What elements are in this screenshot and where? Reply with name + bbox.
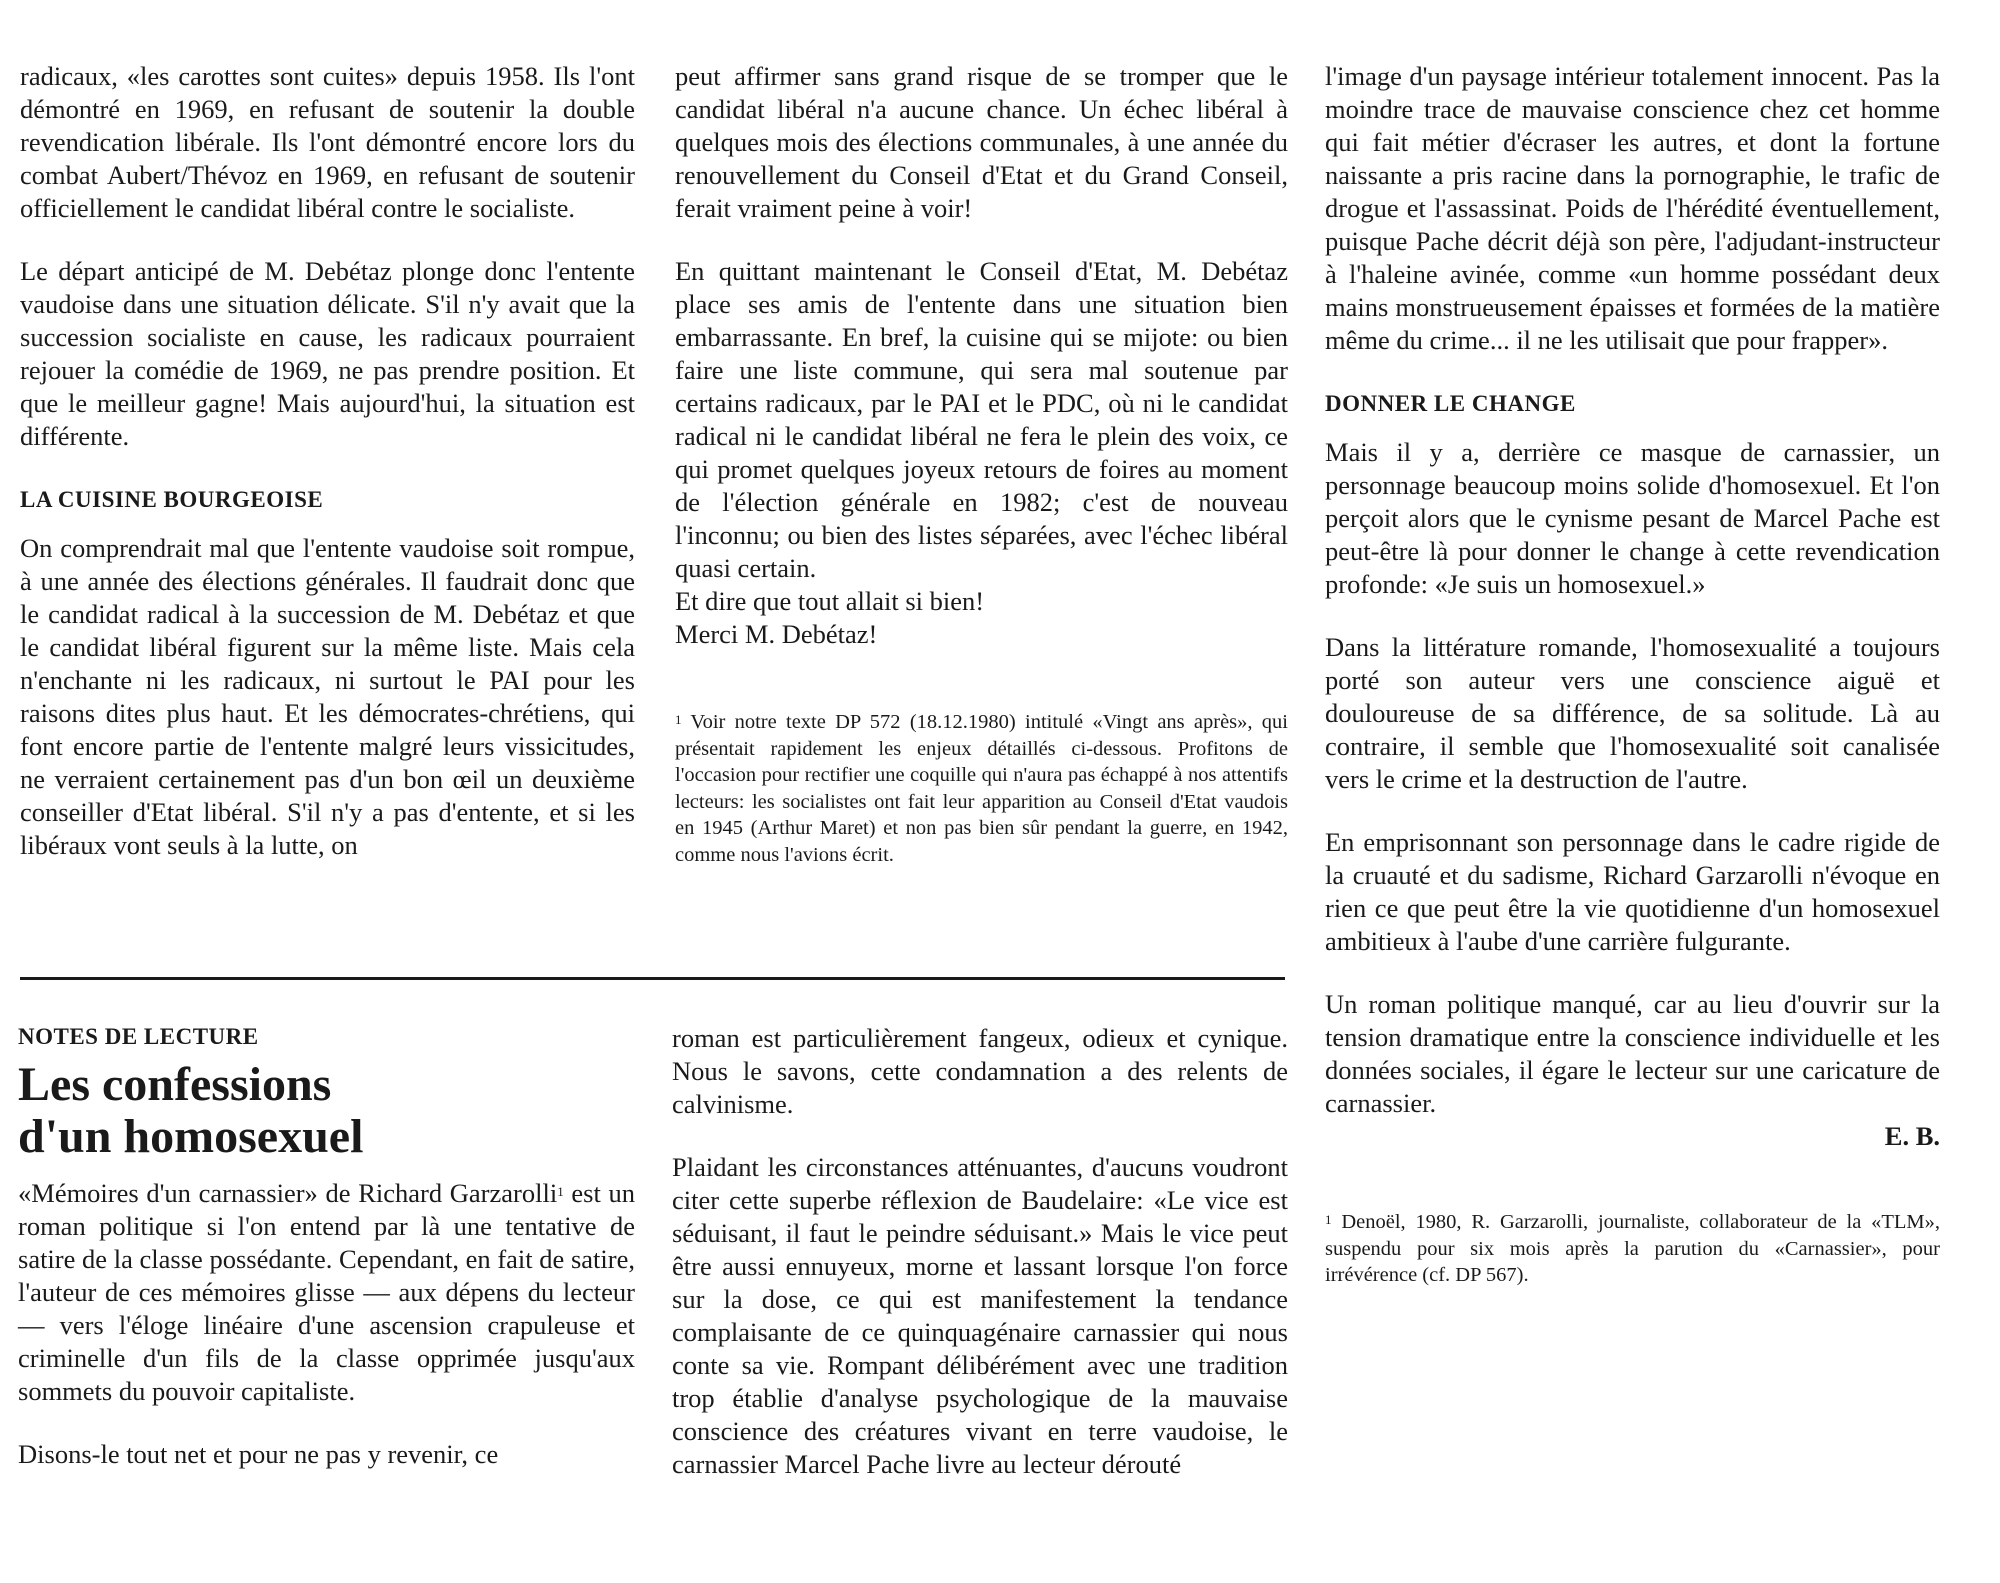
paragraph: Et dire que tout allait si bien! [675, 586, 985, 616]
paragraph: radicaux, «les carottes sont cuites» depuis 1958. Ils l'ont démontré en 1969, en refusant de soutenir la double revendication libérale. Ils l'ont démontré encore lors du combat Aubert/Thévoz en 1969, en refusant de soutenir officiellement le candidat libéral contre le socialiste. [20, 61, 635, 223]
footnote-text: Voir notre texte DP 572 (18.12.1980) intitulé «Vingt ans après», qui présentait rapidement les enjeux détaillés ci-dessous. Profitons de l'occasion pour rectifier une coquille qui n'aura pas échappé à nos attentifs lecteurs: les socialistes ont fait leur apparition au Conseil d'Etat vaudois en 1945 (Arthur Maret) et non pas bien sûr pendant la guerre, en 1942, comme nous l'avions écrit. [675, 711, 1288, 866]
section-heading: LA CUISINE BOURGEOISE [20, 487, 324, 512]
paragraph: On comprendrait mal que l'entente vaudoise soit rompue, à une année des élections générales. Il faudrait donc que le candidat radical à la succession de M. Debétaz et que le candidat libéral figurent sur la même liste. Mais cela n'enchante ni les radicaux, ni surtout le PAI pour les raisons dites plus haut. Et les démocrates-chrétiens, qui font encore partie de l'entente malgré leurs vissicitudes, ne verraient certainement pas d'un bon œil un deuxième conseiller d'Etat libéral. S'il n'y a pas d'entente, et si les libéraux vont seuls à la lutte, on [20, 533, 635, 860]
paragraph: Dans la littérature romande, l'homosexualité a toujours porté son auteur vers une conscience aiguë et douloureuse de sa différence, de sa solitude. Là au contraire, il semble que l'homosexualité soit canalisée vers le crime et la destruction de l'autre. [1325, 632, 1940, 794]
paragraph: l'image d'un paysage intérieur totalement innocent. Pas la moindre trace de mauvaise conscience chez cet homme qui fait métier d'écraser les autres, et dont la fortune naissante a pris racine dans la pornographie, le trafic de drogue et l'assassinat. Poids de l'hérédité éventuellement, puisque Pache décrit déjà son père, l'adjudant-instructeur à l'haleine avinée, comme «un homme possédant deux mains monstrueusement épaisses et formées de la matière même du crime... il ne les utilisait que pour frapper». [1325, 61, 1940, 355]
footnote-mark: 1 [675, 712, 682, 727]
article-column-left [18, 1020, 635, 1471]
article-title [18, 1059, 635, 1163]
paragraph: Le départ anticipé de M. Debétaz plonge donc l'entente vaudoise dans une situation délicate. S'il n'y avait que la succession socialiste en cause, les radicaux pourraient rejouer la comédie de 1969, ne pas prendre position. Et que le meilleur gagne! Mais aujourd'hui, la situation est différente. [20, 256, 635, 451]
paragraph: roman est particulièrement fangeux, odieux et cynique. Nous le savons, cette condamnation a des relents de calvinisme. [672, 1023, 1288, 1119]
paragraph: Mais il y a, derrière ce masque de carnassier, un personnage beaucoup moins solide d'homosexuel. Et l'on perçoit alors que le cynisme pesant de Marcel Pache est peut-être là pour donner le change à cette revendication profonde: «Je suis un homosexuel.» [1325, 437, 1940, 599]
paragraph: En quittant maintenant le Conseil d'Etat, M. Debétaz place ses amis de l'entente dans une situation bien embarrassante. En bref, la cuisine qui se mijote: ou bien faire une liste commune, qui sera mal soutenue par certains radicaux, par le PAI et le PDC, où ni le candidat radical ni le candidat libéral ne fera le plein des voix, ce qui promet quelques joyeux retours de foires au moment de l'élection générale en 1982; c'est de nouveau l'inconnu; ou bien des listes séparées, avec l'échec libéral quasi certain. [675, 256, 1288, 583]
paragraph [18, 1177, 635, 1408]
footnote [1325, 1209, 1940, 1289]
title-line: Les confessions [18, 1058, 332, 1111]
top-column-left [20, 60, 635, 862]
top-column-middle [675, 60, 1288, 868]
article-column-middle [672, 1022, 1288, 1481]
paragraph: En emprisonnant son personnage dans le cadre rigide de la cruauté et du sadisme, Richard Garzarolli n'évoque en rien ce que peut être la vie quotidienne d'un homosexuel ambitieux à l'aube d'une carrière fulgurante. [1325, 827, 1940, 956]
paragraph: Un roman politique manqué, car au lieu d'ouvrir sur la tension dramatique entre la conscience individuelle et les données sociales, il égare le lecteur sur une caricature de carnassier. [1325, 989, 1940, 1118]
text-run: est un roman politique si l'on entend par là une tentative de satire de la classe possédante. Cependant, en fait de satire, l'auteur de ces mémoires glisse — aux dépens du lecteur — vers l'éloge linéaire d'une ascension crapuleuse et criminelle d'un fils de la classe opprimée jusqu'aux sommets du pouvoir capitaliste. [18, 1178, 636, 1406]
author-signature: E. B. [1884, 1121, 1940, 1151]
paragraph: Disons-le tout net et pour ne pas y revenir, ce [18, 1439, 499, 1469]
footnote [675, 709, 1288, 868]
paragraph: Merci M. Debétaz! [675, 619, 878, 649]
footnote-text: Denoël, 1980, R. Garzarolli, journaliste, collaborateur de la «TLM», suspendu pour six mois après la parution du «Carnassier», pour irrévérence (cf. DP 567). [1325, 1211, 1940, 1286]
article-kicker: NOTES DE LECTURE [18, 1024, 259, 1049]
paragraph: peut affirmer sans grand risque de se tromper que le candidat libéral n'a aucune chance. Un échec libéral à quelques mois des élections communales, à une année du renouvellement du Conseil d'Etat et du Grand Conseil, ferait vraiment peine à voir! [675, 61, 1288, 223]
paragraph: Plaidant les circonstances atténuantes, d'aucuns voudront citer cette superbe réflexion de Baudelaire: «Le vice est séduisant, il faut le peindre séduisant.» Mais le vice peut être aussi ennuyeux, morne et lassant lorsque l'on force sur la dose, ce qui est manifestement la tendance complaisante de ce quinquagénaire carnassier qui nous conte sa vie. Rompant délibérément avec une tradition trop établie d'analyse psychologique de la mauvaise conscience des créatures vivant en terre vaudoise, le carnassier Marcel Pache livre au lecteur dérouté [672, 1152, 1288, 1479]
text-run: «Mémoires d'un carnassier» de Richard Garzarolli [18, 1178, 558, 1208]
footnote-mark: 1 [1325, 1212, 1332, 1227]
right-column [1325, 60, 1940, 1289]
footnote-ref: 1 [557, 1184, 564, 1199]
title-line: d'un homosexuel [18, 1110, 364, 1163]
section-heading: DONNER LE CHANGE [1325, 391, 1576, 416]
section-divider [20, 977, 1285, 980]
